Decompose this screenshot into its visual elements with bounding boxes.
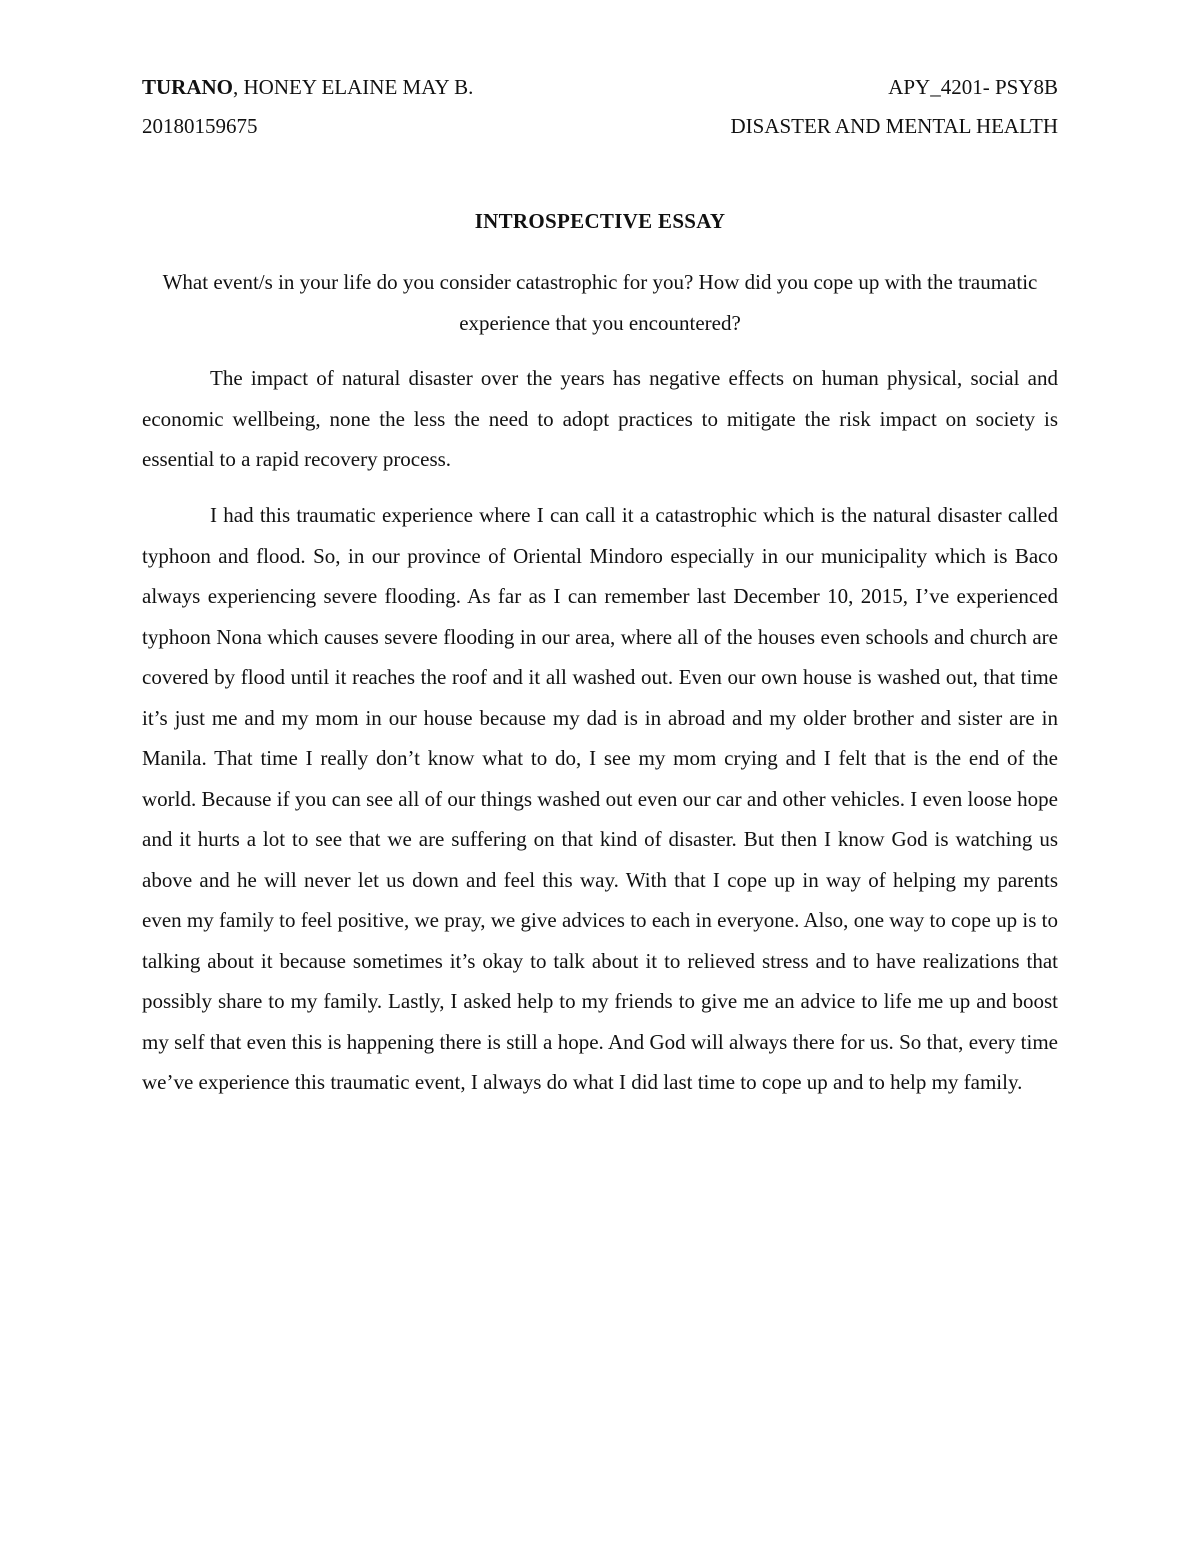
course-title: DISASTER AND MENTAL HEALTH xyxy=(730,114,1058,138)
header-row-2 xyxy=(142,113,1058,139)
essay-question: What event/s in your life do you consider catastrophic for you? How did you cope up with the traumatic experience that you encountered? xyxy=(162,270,1038,335)
essay-title: INTROSPECTIVE ESSAY xyxy=(474,209,726,233)
course-code: APY_4201- PSY8B xyxy=(888,75,1058,99)
student-id: 20180159675 xyxy=(142,114,258,138)
student-surname: TURANO xyxy=(142,75,234,99)
essay-paragraph-2: I had this traumatic experience where I can call it a catastrophic which is the natural disaster called typhoon and flood. So, in our province of Oriental Mindoro especially in our municipality which is Baco always experiencing severe flooding. As far as I can remember last December 10, 2015, I’ve experienced typhoon Nona which causes severe flooding in our area, where all of the houses even schools and church are covered by flood until it reaches the roof and it all washed out. Even our own house is washed out, that time it’s just me and my mom in our house because my dad is in abroad and my older brother and sister are in Manila. That time I really don’t know what to do, I see my mom crying and I felt that is the end of the world. Because if you can see all of our things washed out even our car and other vehicles. I even loose hope and it hurts a lot to see that we are suffering on that kind of disaster. But then I know God is watching us above and he will never let us down and feel this way. With that I cope up in way of helping my parents even my family to feel positive, we pray, we give advices to each in everyone. Also, one way to cope up is to talking about it because sometimes it’s okay to talk about it to relieved stress and to have realizations that possibly share to my family. Lastly, I asked help to my friends to give me an advice to life me up and boost my self that even this is happening there is still a hope. And God will always there for us. So that, every time we’ve experience this traumatic event, I always do what I did last time to cope up and to help my family. xyxy=(142,503,1058,1094)
header-row-1 xyxy=(142,74,1058,100)
student-name xyxy=(142,74,473,100)
essay-paragraph-1: The impact of natural disaster over the years has negative effects on human physical, social and economic wellbeing, none the less the need to adopt practices to mitigate the risk impact on society is essential to a rapid recovery process. xyxy=(142,366,1058,471)
student-given-names: , HONEY ELAINE MAY B. xyxy=(233,75,474,99)
